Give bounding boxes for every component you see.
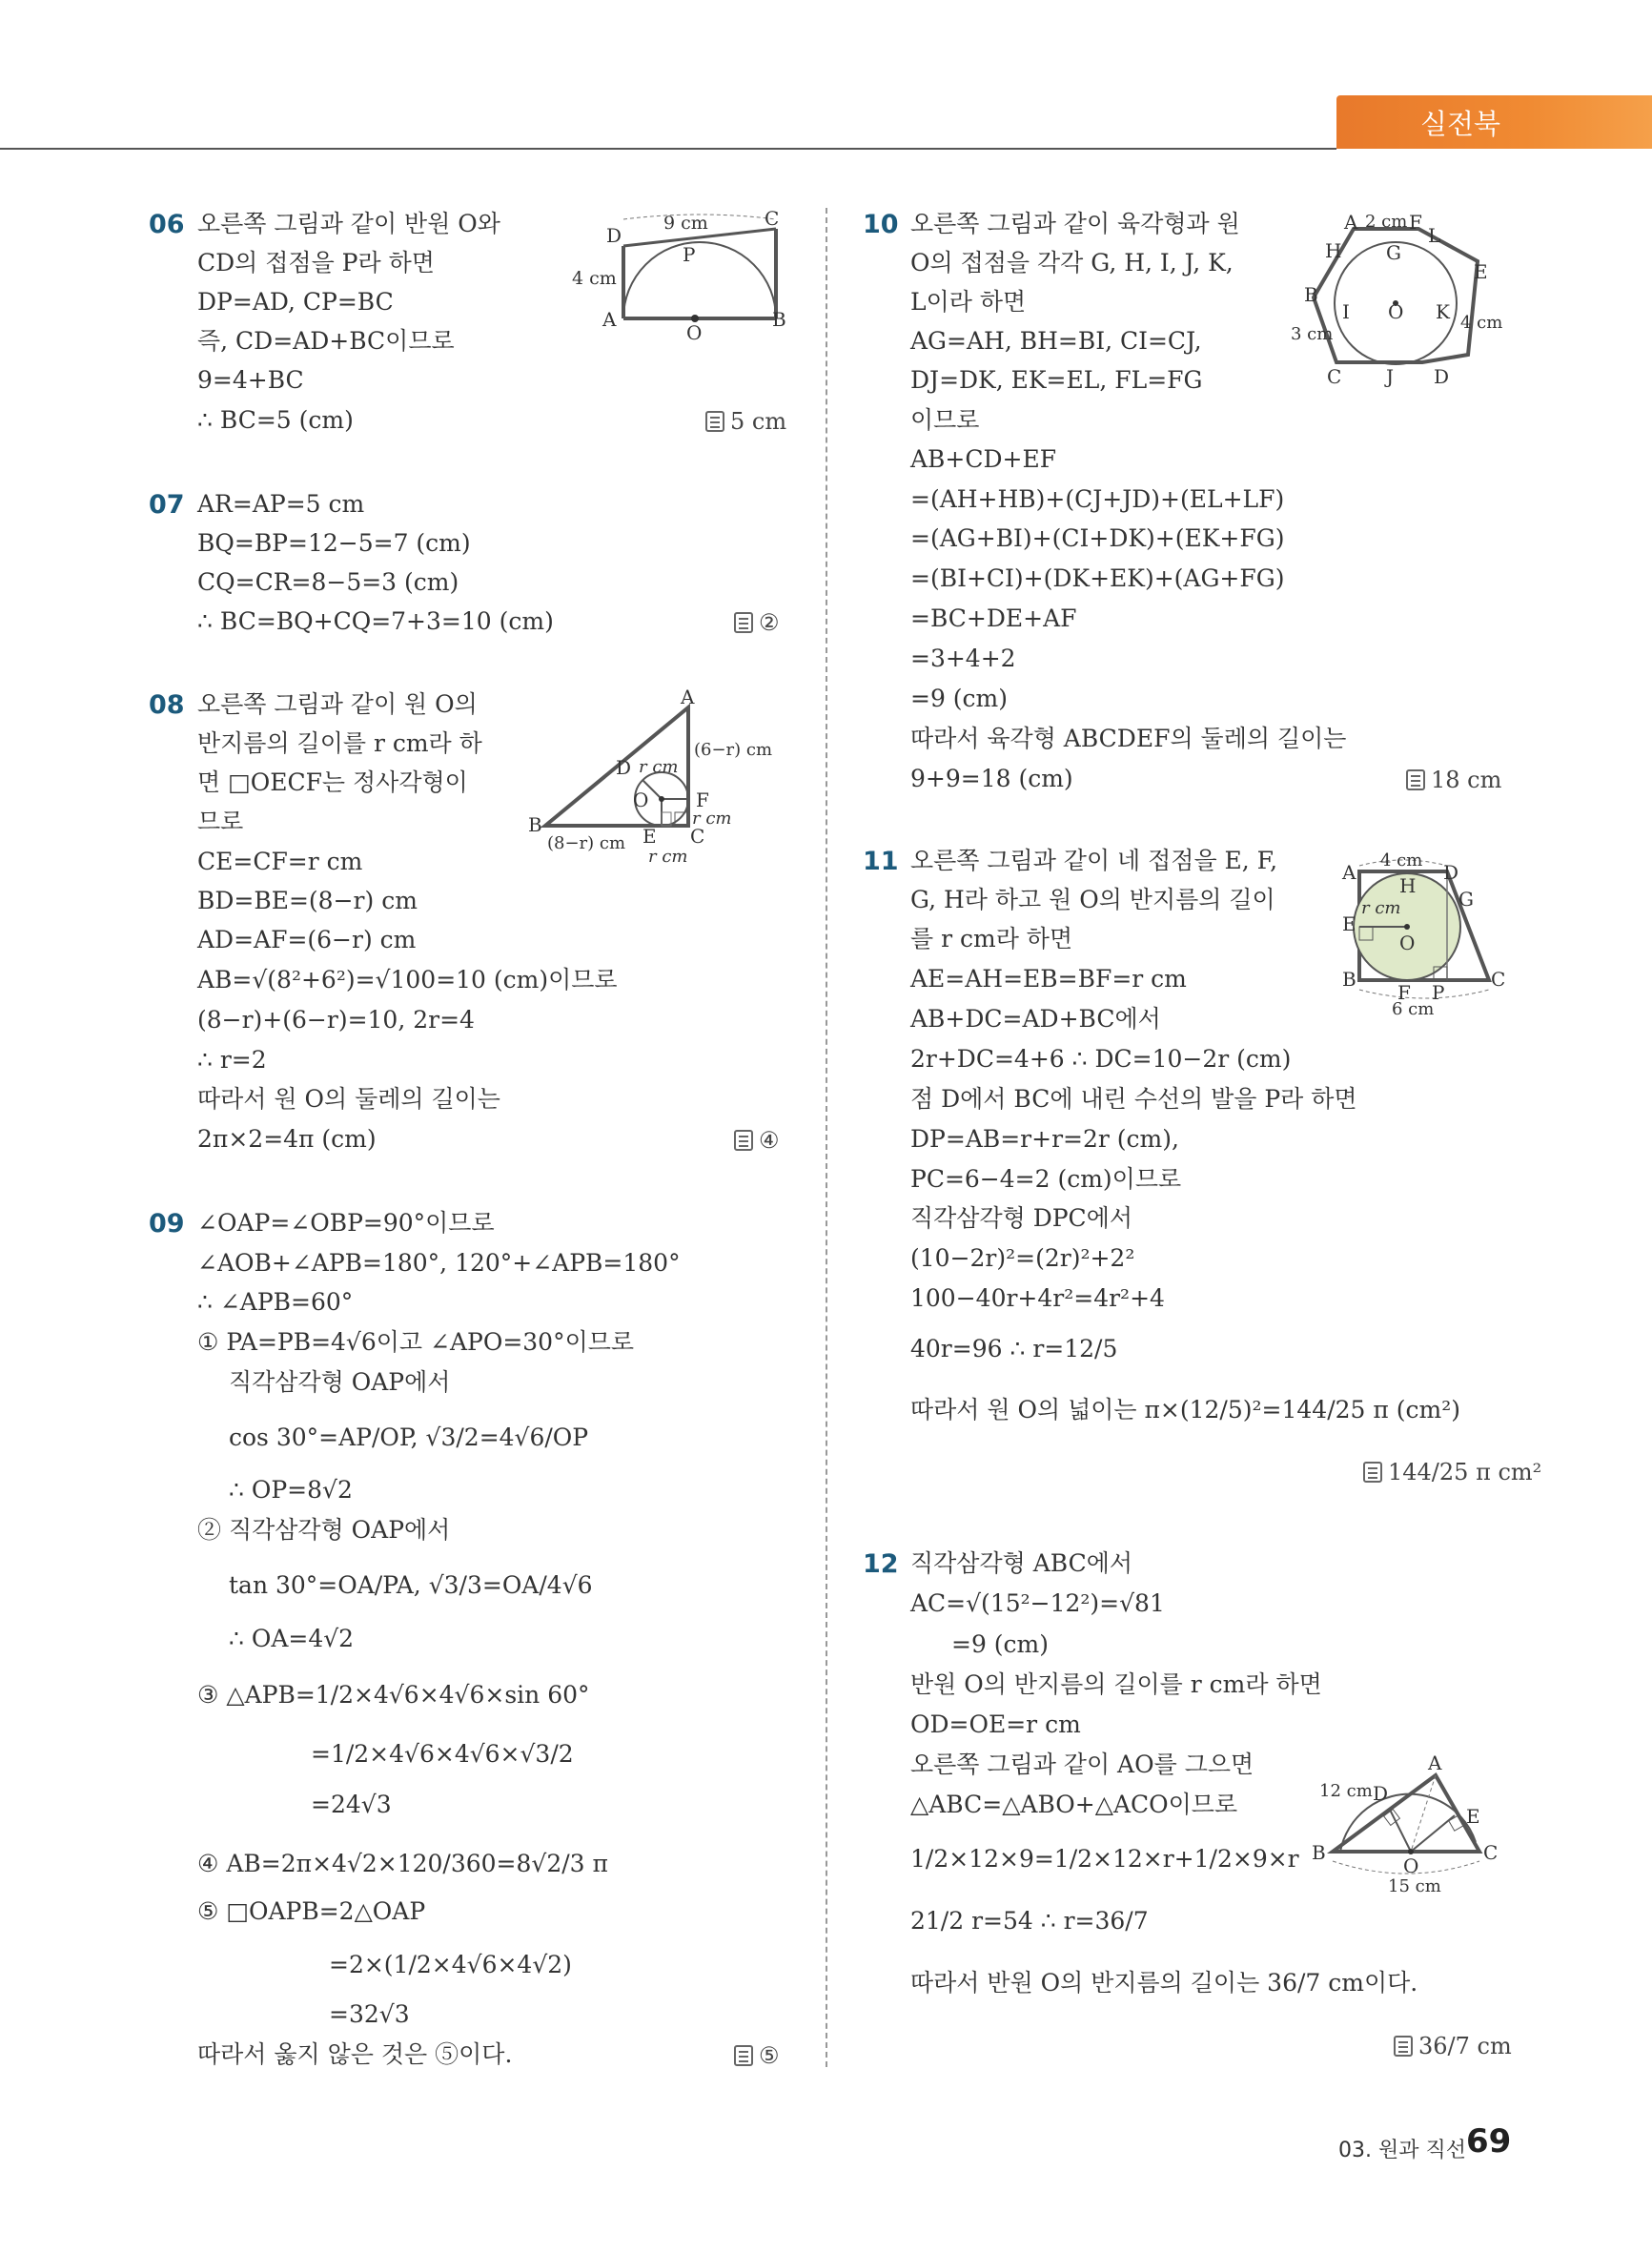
solution-line: 9=4+BC	[197, 366, 304, 394]
solution-line: ∠AOB+∠APB=180°, 120°+∠APB=180°	[197, 1249, 681, 1277]
solution-line: CE=CF=r cm	[197, 848, 363, 875]
fig-label: C	[690, 825, 705, 848]
solution-line: =3+4+2	[910, 645, 1016, 672]
answer-value: ⑤	[759, 2042, 780, 2069]
fig-label: O	[686, 321, 703, 341]
solution-line: 오른쪽 그림과 같이 육각형과 원	[910, 210, 1240, 237]
solution-line: 즉, CD=AD+BC이므로	[197, 327, 455, 355]
fig-dim: 9 cm	[663, 213, 708, 234]
solution-line: ∠OAP=∠OBP=90°이므로	[197, 1209, 495, 1237]
answer	[734, 1127, 780, 1154]
answer-value: 18 cm	[1431, 767, 1502, 793]
fig-label: F	[1397, 981, 1411, 1004]
solution-line: DP=AD, CP=BC	[197, 288, 394, 316]
incircle-triangle-figure	[526, 686, 803, 868]
solution-line: 이므로	[910, 406, 980, 434]
fig-label: D	[1434, 365, 1450, 388]
fig-label: G	[1458, 888, 1474, 911]
solution-line: G, H라 하고 원 O의 반지름의 길이	[910, 886, 1275, 913]
fig-label: B	[1342, 968, 1356, 991]
solution-line: (8−r)+(6−r)=10, 2r=4	[197, 1006, 475, 1034]
semicircle-trapezoid-figure	[568, 208, 797, 341]
fig-label: O	[1399, 932, 1416, 954]
right-triangle-semicircle-figure	[1308, 1747, 1518, 1899]
solution-line: =9 (cm)	[951, 1630, 1050, 1658]
solution-line: 오른쪽 그림과 같이 네 접점을 E, F,	[910, 847, 1278, 874]
fig-dim: 3 cm	[1291, 324, 1334, 344]
solution-line: 100−40r+4r²=4r²+4	[910, 1284, 1165, 1312]
fig-label: A	[1342, 861, 1356, 884]
fig-label: E	[642, 825, 657, 848]
fig-label: O	[633, 789, 649, 811]
solution-line: △ABC=△ABO+△ACO이므로	[910, 1791, 1238, 1818]
fig-dim: r cm	[639, 757, 679, 777]
fig-label: C	[765, 208, 780, 230]
fig-label: O	[1403, 1854, 1419, 1877]
problem-number: 08	[149, 690, 185, 720]
answer-value: ②	[759, 609, 780, 636]
column-divider	[826, 208, 827, 2067]
header-rule	[0, 148, 1336, 150]
solution-line: 를 r cm라 하면	[910, 925, 1073, 952]
fig-label: I	[1342, 300, 1350, 323]
solution-line: O의 접점을 각각 G, H, I, J, K,	[910, 249, 1234, 277]
answer	[1406, 767, 1501, 793]
fig-label: D	[1373, 1782, 1389, 1805]
answer	[1394, 2033, 1512, 2059]
solution-line: DP=AB=r+r=2r (cm),	[910, 1125, 1179, 1153]
solution-line: ⑤ □OAPB=2△OAP	[197, 1897, 426, 1925]
fig-dim: 4 cm	[1460, 313, 1503, 333]
answer-icon	[734, 1130, 753, 1151]
solution-line: 9+9=18 (cm)	[910, 765, 1073, 792]
answer	[734, 2042, 780, 2069]
solution-line: =(AH+HB)+(CJ+JD)+(EL+LF)	[910, 485, 1285, 513]
problem-number: 07	[149, 490, 185, 520]
fig-label: A	[602, 308, 617, 331]
solution-line: 반원 O의 반지름의 길이를 r cm라 하면	[910, 1670, 1322, 1698]
solution-line: BD=BE=(8−r) cm	[197, 887, 418, 914]
solution-line: =(AG+BI)+(CI+DK)+(EK+FG)	[910, 524, 1285, 552]
solution-line: PC=6−4=2 (cm)이므로	[910, 1165, 1182, 1193]
fig-label: A	[1344, 212, 1358, 234]
solution-line: 따라서 육각형 ABCDEF의 둘레의 길이는	[910, 725, 1347, 752]
solution-line: 따라서 반원 O의 반지름의 길이는 36/7 cm이다.	[910, 1969, 1418, 1997]
solution-line: =9 (cm)	[910, 685, 1009, 712]
solution-line: BQ=BP=12−5=7 (cm)	[197, 529, 471, 557]
fig-dim: 15 cm	[1388, 1876, 1441, 1896]
fig-label: B	[528, 813, 542, 836]
chapter-title: 03. 원과 직선	[1338, 2139, 1466, 2162]
fig-label: D	[606, 224, 622, 247]
solution-line: 1/2×12×9=1/2×12×r+1/2×9×r	[910, 1845, 1299, 1873]
solution-line: 므로	[197, 808, 244, 835]
fig-label: H	[1399, 874, 1417, 897]
solution-line: =24√3	[311, 1791, 392, 1818]
trapezoid-incircle-figure	[1333, 847, 1514, 1018]
answer-icon	[1406, 769, 1425, 790]
solution-line: 오른쪽 그림과 같이 AO를 그으면	[910, 1751, 1254, 1778]
section-tab-label: 실전북	[1420, 108, 1501, 140]
fig-label: F	[1409, 212, 1422, 234]
problem-number: 10	[863, 210, 899, 239]
solution-line: ∴ r=2	[197, 1046, 267, 1074]
fig-label: D	[1443, 861, 1459, 884]
solution-line: cos 30°=AP/OP, √3/2=4√6/OP	[229, 1423, 589, 1451]
fig-label: C	[1491, 968, 1506, 991]
solution-line: AD=AF=(6−r) cm	[197, 926, 417, 953]
solution-line: 면 □OECF는 정사각형이	[197, 768, 468, 796]
fig-label: K	[1436, 300, 1450, 323]
solution-line: ③ △APB=1/2×4√6×4√6×sin 60°	[197, 1681, 590, 1709]
solution-line: 오른쪽 그림과 같이 반원 O와	[197, 210, 500, 237]
solution-line: CD의 접점을 P라 하면	[197, 249, 435, 277]
hexagon-incircle-figure	[1289, 212, 1518, 388]
fig-label: J	[1386, 365, 1395, 388]
solution-line: OD=OE=r cm	[910, 1710, 1081, 1738]
fig-label: A	[681, 686, 695, 708]
fig-label: P	[1432, 981, 1445, 1004]
solution-line: =2×(1/2×4√6×4√2)	[329, 1951, 572, 1978]
fig-dim: (6−r) cm	[694, 740, 773, 760]
solution-line: 직각삼각형 OAP에서	[229, 1368, 451, 1396]
solution-line: 40r=96 ∴ r=12/5	[910, 1335, 1118, 1362]
answer-value: 36/7 cm	[1418, 2033, 1512, 2059]
solution-line: ④ AB=2π×4√2×120/360=8√2/3 π	[197, 1850, 608, 1877]
solution-line: AB=√(8²+6²)=√100=10 (cm)이므로	[197, 966, 618, 993]
solution-line: tan 30°=OA/PA, √3/3=OA/4√6	[229, 1571, 593, 1599]
fig-label: H	[1325, 239, 1342, 262]
answer	[705, 408, 786, 435]
solution-line: 2r+DC=4+6 ∴ DC=10−2r (cm)	[910, 1045, 1292, 1073]
fig-dim: 4 cm	[1380, 850, 1423, 870]
solution-line: ∴ OP=8√2	[229, 1476, 353, 1504]
answer-value: 144/25 π cm²	[1388, 1459, 1542, 1485]
fig-dim: r cm	[648, 847, 688, 867]
solution-line: L이라 하면	[910, 288, 1027, 316]
solution-line: 점 D에서 BC에 내린 수선의 발을 P라 하면	[910, 1085, 1357, 1113]
fig-label: F	[696, 789, 709, 811]
solution-line: DJ=DK, EK=EL, FL=FG	[910, 366, 1203, 394]
answer-value: ④	[759, 1127, 780, 1154]
solution-line: ∴ OA=4√2	[229, 1625, 355, 1652]
solution-line: 직각삼각형 DPC에서	[910, 1204, 1132, 1232]
fig-label: C	[1327, 365, 1342, 388]
answer	[1363, 1459, 1541, 1485]
problem-number: 06	[149, 210, 185, 239]
solution-line: CQ=CR=8−5=3 (cm)	[197, 568, 459, 596]
solution-line: =32√3	[329, 2000, 410, 2028]
solution-line: =1/2×4√6×4√6×√3/2	[311, 1740, 574, 1768]
fig-dim: 12 cm	[1319, 1781, 1373, 1801]
solution-line: =(BI+CI)+(DK+EK)+(AG+FG)	[910, 564, 1285, 592]
solution-line: 21/2 r=54 ∴ r=36/7	[910, 1907, 1149, 1935]
solution-line: AE=AH=EB=BF=r cm	[910, 965, 1187, 993]
answer-icon	[734, 612, 753, 633]
solution-line: 반지름의 길이를 r cm라 하	[197, 729, 482, 757]
problem-number: 12	[863, 1549, 899, 1579]
fig-label: E	[1474, 260, 1488, 283]
answer-value: 5 cm	[730, 408, 787, 435]
fig-label: E	[1466, 1805, 1480, 1828]
solution-line: =BC+DE+AF	[910, 604, 1077, 632]
solution-line: ∴ BC=BQ+CQ=7+3=10 (cm)	[197, 607, 554, 635]
fig-dim: 4 cm	[572, 268, 617, 289]
fig-label: B	[1312, 1841, 1326, 1864]
solution-line: 2π×2=4π (cm)	[197, 1125, 377, 1153]
fig-label: L	[1428, 224, 1441, 247]
solution-line: 따라서 옳지 않은 것은 ⑤이다.	[197, 2040, 513, 2068]
fig-label: O	[1388, 300, 1404, 323]
solution-line: AR=AP=5 cm	[197, 490, 365, 518]
solution-line: ∴ BC=5 (cm)	[197, 406, 354, 434]
fig-dim: 2 cm	[1365, 212, 1408, 232]
fig-dim: (8−r) cm	[547, 833, 626, 853]
fig-dim: r cm	[1361, 898, 1401, 918]
answer	[734, 609, 780, 636]
answer-icon	[734, 2045, 753, 2066]
fig-label: A	[1428, 1751, 1442, 1774]
solution-line: ② 직각삼각형 OAP에서	[197, 1516, 451, 1544]
problem-number: 11	[863, 847, 899, 876]
solution-line: AC=√(15²−12²)=√81	[910, 1589, 1165, 1617]
fig-label: G	[1386, 241, 1401, 264]
fig-label: B	[772, 308, 786, 331]
answer-icon	[705, 411, 724, 432]
solution-line: 직각삼각형 ABC에서	[910, 1549, 1133, 1577]
solution-line: AB+CD+EF	[910, 445, 1057, 473]
page-number: 69	[1466, 2122, 1512, 2161]
solution-line: 오른쪽 그림과 같이 원 O의	[197, 690, 478, 718]
fig-label: C	[1483, 1841, 1499, 1864]
fig-label: E	[1342, 912, 1356, 935]
solution-line: AB+DC=AD+BC에서	[910, 1005, 1161, 1033]
fig-label: P	[683, 243, 696, 266]
fig-label: D	[616, 756, 632, 779]
solution-line: (10−2r)²=(2r)²+2²	[910, 1244, 1135, 1272]
solution-line: 따라서 원 O의 넓이는 π×(12/5)²=144/25 π (cm²)	[910, 1396, 1460, 1423]
fig-label: B	[1304, 283, 1318, 306]
answer-icon	[1363, 1462, 1382, 1483]
problem-number: 09	[149, 1209, 185, 1239]
solution-line: AG=AH, BH=BI, CI=CJ,	[910, 327, 1202, 355]
solution-line: ∴ ∠APB=60°	[197, 1288, 354, 1316]
solution-line: 따라서 원 O의 둘레의 길이는	[197, 1085, 500, 1113]
fig-dim: r cm	[692, 809, 732, 829]
answer-icon	[1394, 2036, 1413, 2057]
fig-dim: 6 cm	[1392, 999, 1435, 1018]
solution-line: ① PA=PB=4√6이고 ∠APO=30°이므로	[197, 1328, 635, 1356]
